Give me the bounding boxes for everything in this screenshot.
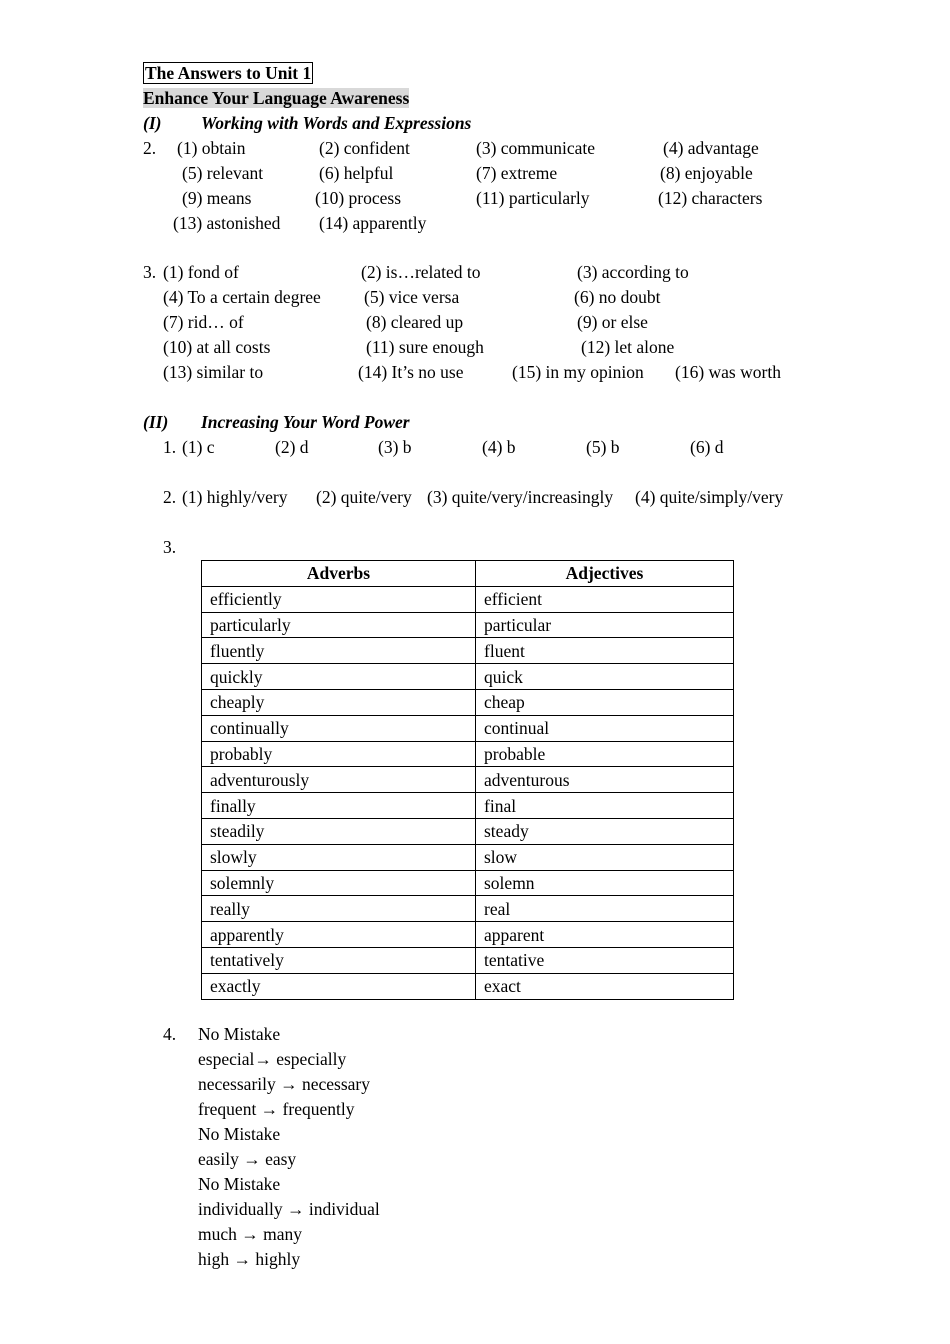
table-row [202, 973, 734, 999]
adverb-cell: steadily [202, 818, 476, 844]
ex-i3-number: 3. [143, 262, 157, 282]
answer-item: (13) similar to [163, 362, 264, 382]
adjective-cell: probable [476, 741, 734, 767]
adverb-cell: adventurously [202, 767, 476, 793]
adjective-cell: adventurous [476, 767, 734, 793]
answer-item: (4) b [482, 437, 516, 457]
adverb-cell: apparently [202, 922, 476, 948]
column-header-adjectives: Adjectives [476, 561, 734, 587]
adjective-cell: particular [476, 612, 734, 638]
answer-item: (5) vice versa [364, 287, 460, 307]
table-row [202, 793, 734, 819]
answer-item: (2) d [275, 437, 309, 457]
page-title: The Answers to Unit 1 [145, 63, 312, 83]
table-row [202, 767, 734, 793]
part2-title: Increasing Your Word Power [201, 412, 410, 432]
answer-item: (12) characters [658, 188, 763, 208]
answer-item: (3) quite/very/increasingly [427, 487, 614, 507]
correction-item: high → highly [198, 1249, 301, 1269]
answer-item: (4) quite/simply/very [635, 487, 784, 507]
answer-item: (1) obtain [177, 138, 246, 158]
adverb-cell: cheaply [202, 689, 476, 715]
ex-ii3-number: 3. [163, 537, 177, 557]
ex-i2-number: 2. [143, 138, 157, 158]
table-body [202, 586, 734, 999]
table-header-row [202, 561, 734, 587]
section-heading: Enhance Your Language Awareness [143, 88, 410, 108]
adjective-cell: continual [476, 715, 734, 741]
answer-item: (7) rid… of [163, 312, 244, 332]
correction-item: No Mistake [198, 1024, 281, 1044]
correction-item: much → many [198, 1224, 303, 1244]
ex-ii2-number: 2. [163, 487, 177, 507]
answer-item: (11) particularly [476, 188, 590, 208]
answer-item: (13) astonished [173, 213, 281, 233]
answer-item: (16) was worth [675, 362, 781, 382]
table-row [202, 870, 734, 896]
adverb-cell: finally [202, 793, 476, 819]
adjective-cell: apparent [476, 922, 734, 948]
answer-item: (3) communicate [476, 138, 596, 158]
table-row [202, 586, 734, 612]
answer-item: (4) To a certain degree [163, 287, 321, 307]
adverb-cell: slowly [202, 844, 476, 870]
table-row [202, 741, 734, 767]
answer-item: (10) process [315, 188, 402, 208]
table-row [202, 715, 734, 741]
adverb-cell: quickly [202, 664, 476, 690]
adverb-cell: exactly [202, 973, 476, 999]
adjective-cell: slow [476, 844, 734, 870]
adverb-cell: really [202, 896, 476, 922]
answer-item: (5) relevant [182, 163, 264, 183]
ex-ii1-number: 1. [163, 437, 177, 457]
adjective-cell: solemn [476, 870, 734, 896]
table-row [202, 689, 734, 715]
answer-item: (9) means [182, 188, 252, 208]
answer-item: (1) fond of [163, 262, 239, 282]
answer-item: (10) at all costs [163, 337, 271, 357]
adverb-cell: probably [202, 741, 476, 767]
correction-item: necessarily → necessary [198, 1074, 371, 1094]
correction-item: individually → individual [198, 1199, 380, 1219]
answer-item: (12) let alone [581, 337, 675, 357]
table-row [202, 638, 734, 664]
table-row [202, 612, 734, 638]
adverb-cell: tentatively [202, 947, 476, 973]
adverb-cell: particularly [202, 612, 476, 638]
adjective-cell: tentative [476, 947, 734, 973]
answer-item: (4) advantage [663, 138, 759, 158]
answer-item: (1) highly/very [182, 487, 288, 507]
adjective-cell: steady [476, 818, 734, 844]
adjective-cell: real [476, 896, 734, 922]
adverb-cell: fluently [202, 638, 476, 664]
table-row [202, 844, 734, 870]
answer-item: (8) enjoyable [660, 163, 753, 183]
table-row [202, 818, 734, 844]
answer-item: (6) d [690, 437, 724, 457]
answer-item: (8) cleared up [366, 312, 464, 332]
answer-item: (15) in my opinion [512, 362, 644, 382]
part1-title: Working with Words and Expressions [201, 113, 472, 133]
answer-item: (3) according to [577, 262, 689, 282]
adjective-cell: exact [476, 973, 734, 999]
adjective-cell: quick [476, 664, 734, 690]
adjective-cell: fluent [476, 638, 734, 664]
table-row [202, 947, 734, 973]
adverb-cell: efficiently [202, 586, 476, 612]
part2-number: (II) [143, 412, 169, 432]
adverb-cell: continually [202, 715, 476, 741]
adjective-cell: efficient [476, 586, 734, 612]
table-row [202, 896, 734, 922]
ex-ii4-number: 4. [163, 1024, 177, 1044]
table-row [202, 664, 734, 690]
answer-item: (2) confident [319, 138, 410, 158]
answer-item: (9) or else [577, 312, 648, 332]
answer-item: (14) apparently [319, 213, 427, 233]
answer-item: (5) b [586, 437, 620, 457]
table-row [202, 922, 734, 948]
answer-item: (6) no doubt [574, 287, 661, 307]
answer-item: (1) c [182, 437, 215, 457]
correction-item: No Mistake [198, 1124, 281, 1144]
answer-item: (7) extreme [476, 163, 558, 183]
correction-item: No Mistake [198, 1174, 281, 1194]
adverbs-adjectives-table [201, 560, 734, 1000]
correction-item: easily → easy [198, 1149, 297, 1169]
answer-item: (14) It’s no use [358, 362, 464, 382]
correction-item: frequent → frequently [198, 1099, 355, 1119]
answer-item: (2) quite/very [316, 487, 412, 507]
correction-item: especial→ especially [198, 1049, 347, 1069]
adverb-cell: solemnly [202, 870, 476, 896]
answer-item: (11) sure enough [366, 337, 484, 357]
answer-item: (2) is…related to [361, 262, 481, 282]
part1-number: (I) [143, 113, 162, 133]
adjective-cell: cheap [476, 689, 734, 715]
column-header-adverbs: Adverbs [202, 561, 476, 587]
answer-item: (3) b [378, 437, 412, 457]
answer-item: (6) helpful [319, 163, 394, 183]
adjective-cell: final [476, 793, 734, 819]
